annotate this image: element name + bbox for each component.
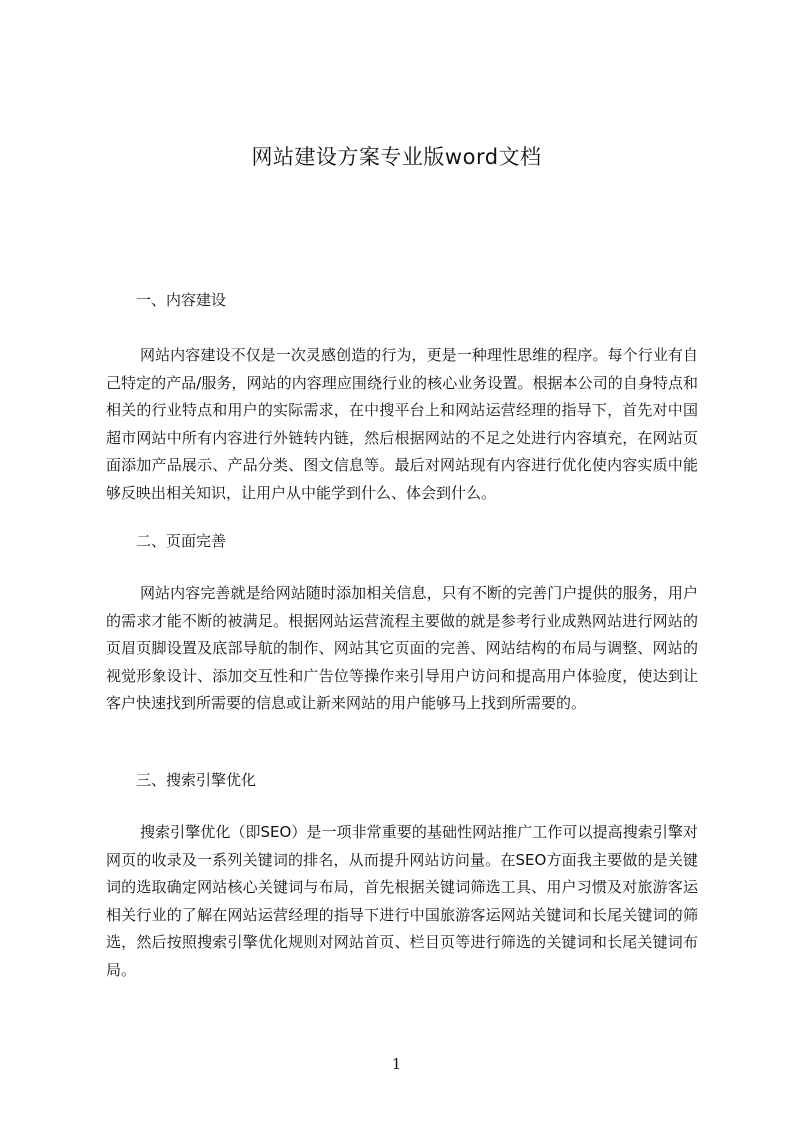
section-paragraph-page-improvement: 网站内容完善就是给网站随时添加相关信息，只有不断的完善门户提供的服务，用户的需求才能不断的被满足。根据网站运营流程主要做的就是参考行业成熟网站进行网站的页眉页脚设置及底部导航的制作、网站其它页面的完善、网站结构的布局与调整、网站的视觉形象设计、添加交互性和广告位等操作来引导用户访问和提高用户体验度，使达到让客户快速找到所需要的信息或让新来网站的用户能够马上找到所需要的。: [106, 584, 698, 712]
page-number: 1: [391, 1055, 402, 1073]
document-title: 网站建设方案专业版word文档: [251, 145, 542, 169]
section-heading-seo: 三、搜索引擎优化: [136, 771, 257, 789]
section-heading-content-building: 一、内容建设: [136, 291, 227, 309]
section-paragraph-seo: 搜索引擎优化（即SEO）是一项非常重要的基础性网站推广工作可以提高搜索引擎对网页的收录及一系列关键词的排名，从而提升网站访问量。在SEO方面我主要做的是关键词的选取确定网站核心关键词与布局，首先根据关键词筛选工具、用户习惯及对旅游客运相关行业的了解在网站运营经理的指导下进行中国旅游客运网站关键词和长尾关键词的筛选，然后按照搜索引擎优化规则对网站首页、栏目页等进行筛选的关键词和长尾关键词布局。: [106, 823, 698, 979]
section-paragraph-content-building: 网站内容建设不仅是一次灵感创造的行为，更是一种理性思维的程序。每个行业有自己特定的产品/服务，网站的内容理应围绕行业的核心业务设置。根据本公司的自身特点和相关的行业特点和用户的实际需求，在中搜平台上和网站运营经理的指导下，首先对中国超市网站中所有内容进行外链转内链，然后根据网站的不足之处进行内容填充，在网站页面添加产品展示、产品分类、图文信息等。最后对网站现有内容进行优化使内容实质中能够反映出相关知识，让用户从中能学到什么、体会到什么。: [106, 346, 698, 502]
section-heading-page-improvement: 二、页面完善: [136, 532, 227, 550]
